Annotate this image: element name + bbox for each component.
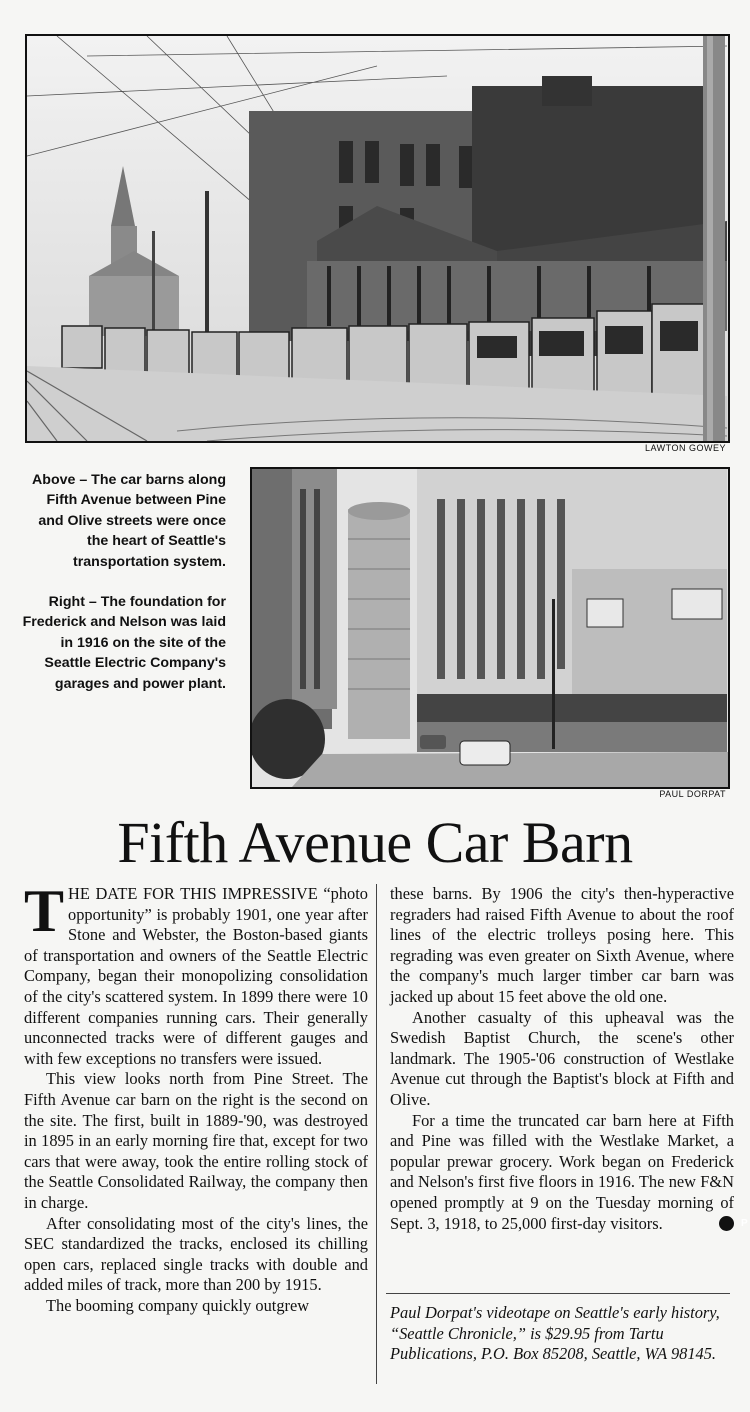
paragraph-3: After consolidating most of the city's lines, the SEC standardized the tracks, enclosed its chilling open cars, replaced single tracks with double and added miles of track, more than 200 by 1915. [24, 1213, 368, 1295]
paragraph-1 [24, 878, 368, 1069]
author-note: Paul Dorpat's videotape on Seattle's early history, “Seattle Chronicle,” is $29.95 from Tartu Publications, P.O. Box 85208, Seattle, WA 98145. [390, 1303, 720, 1364]
historic-car-barn-photo [25, 34, 730, 443]
paragraph-2: This view looks north from Pine Street. The Fifth Avenue car barn on the right is the second on the site. The first, built in 1889-'90, was destroyed in 1895 in an early morning fire that, except for two cars that were away, took the entire rolling stock of the Seattle Consolidated Railway, the company then in charge. [24, 1069, 368, 1212]
paragraph-7 [390, 1110, 748, 1235]
end-mark-icon: P [719, 1216, 734, 1231]
top-photo-credit: LAWTON GOWEY [644, 443, 726, 453]
column-divider [376, 884, 377, 1384]
paragraph-7-body: For a time the truncated car barn here at Fifth and Pine was filled with the Westlake Market, a popular prewar grocery. Work began on Frederick and Nelson's first five floors in 1916. The new F&N opened promptly at 9 on the Tuesday morning of Sept. 3, 1918, to 25,000 first-day visitors. [390, 1110, 734, 1233]
paragraph-6: Another casualty of this upheaval was the Swedish Baptist Church, the scene's other landmark. The 1905-'06 construction of Westlake Avenue cut through the Baptist's block at Fifth and Olive. [390, 1007, 734, 1109]
paragraph-1-lead: HE DATE FOR THIS IMPRESSIVE [68, 884, 318, 903]
paragraph-5: these barns. By 1906 the city's then-hyperactive regraders had raised Fifth Avenue to about the roof lines of the electric trolleys posing here. This regrading was even greater on Sixth Avenue, where the company's much larger timber car barn was jacked up about 15 feet above the old one. [390, 884, 734, 1006]
caption-above: Above – The car barns along Fifth Avenue between Pine and Olive streets were once the heart of Seattle's transportation system. [32, 472, 226, 570]
modern-street-photo [250, 467, 730, 789]
paragraph-1-body: “photo opportunity” is probably 1901, one year after Stone and Webster, the Boston-based giants of transportation and owners of the Seattle Electric Company, began their monopolizing consolidation of the city's scattered system. In 1899 there were 10 different companies running cars. Their generally unconnected tracks were of different gauges and with few exceptions no transfers were issued. [24, 884, 368, 1068]
paragraph-4: The booming company quickly outgrew [46, 1295, 310, 1315]
note-divider [386, 1293, 730, 1294]
caption-right: Right – The foundation for Frederick and Nelson was laid in 1916 on the site of the Seattle Electric Company's garages and power plant. [22, 594, 226, 692]
right-photo-credit: PAUL DORPAT [659, 789, 726, 799]
article-column-right [390, 884, 748, 1234]
article-column-left [24, 878, 368, 1316]
drop-cap: T [24, 878, 65, 944]
photo-caption [22, 470, 226, 694]
article-headline: Fifth Avenue Car Barn [117, 810, 633, 875]
